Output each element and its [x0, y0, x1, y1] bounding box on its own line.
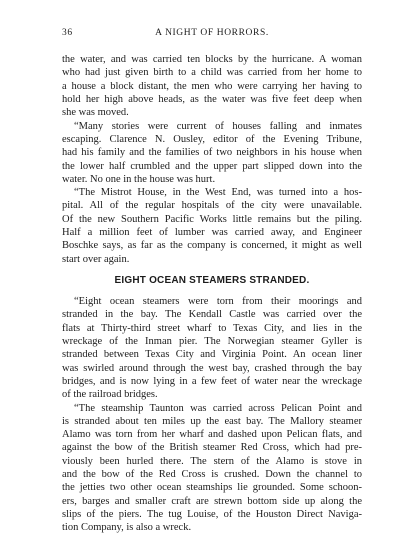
text-line: start over again.: [62, 253, 130, 265]
text-line: “Eight ocean steamers were torn from their moorings and: [74, 296, 362, 307]
paragraph: [62, 120, 362, 187]
text-line: Boschke says, as far as the company is concerned, it might as well: [62, 240, 362, 252]
text-line: tion Company, is also a wreck.: [62, 522, 192, 534]
paragraph: [62, 53, 362, 120]
text-line: of the railroad bridges.: [62, 389, 158, 401]
text-line: and the bow of the Red Cross is crushed. Down the channel to: [62, 469, 362, 481]
paragraph: [62, 402, 362, 535]
paragraph: [62, 186, 362, 266]
text-line: against the bow of the British steamer Red Cross, which had pre-: [62, 442, 362, 454]
text-line: water. No one in the house was hurt.: [62, 173, 216, 185]
body-text: [62, 53, 362, 535]
text-line: stranded between Texas City and Virginia Point. An ocean liner: [62, 349, 362, 361]
text-line: pital. All of the regular hospitals of the city were unavailable.: [62, 200, 362, 212]
text-line: had his family and the families of two neighbors in his house when: [62, 147, 362, 159]
text-line: “Many stories were current of houses falling and inmates: [74, 120, 362, 132]
text-line: bridges, and is now lying in a few feet of water near the wreckage: [62, 375, 362, 387]
text-line: who had just given birth to a child was carried from her home to: [62, 67, 362, 79]
page-number: 36: [62, 28, 73, 38]
text-line: the lower half crumbled and the upper part slipped down into the: [62, 160, 362, 172]
text-line: the jetties two other ocean steamships lie grounded. Some schoon-: [62, 482, 362, 494]
text-line: wreckage of the Inman pier. The Norwegian steamer Gyller is: [62, 335, 362, 347]
section-heading: EIGHT OCEAN STEAMERS STRANDED.: [114, 275, 310, 286]
text-line: hold her high above heads, as the water was five feet deep when: [62, 93, 362, 105]
text-line: viously been hurled there. The stern of the Alamo is stove in: [62, 455, 362, 467]
text-line: Of the new Southern Pacific Works little remains but the piling.: [62, 213, 362, 225]
text-line: she was moved.: [62, 107, 129, 119]
page-header: [62, 28, 362, 42]
text-line: the water, and was carried ten blocks by the hurricane. A woman: [62, 54, 362, 65]
text-line: stranded in the bay. The Kendall Castle was carried over the: [62, 309, 362, 321]
text-line: is stranded about ten miles up the east bay. The Mallory steamer: [62, 415, 362, 427]
paragraph: [62, 295, 362, 402]
text-line: slips of the piers. The tug Louise, of the Houston Direct Naviga-: [62, 509, 362, 520]
running-title: A NIGHT OF HORRORS.: [155, 28, 269, 38]
text-line: Alamo was torn from her wharf and dashed upon Pelican flats, and: [62, 429, 362, 441]
text-line: a house a block distant, the men who were carrying her having to: [62, 80, 362, 92]
text-line: “The steamship Taunton was carried across Pelican Point and: [74, 402, 362, 414]
text-line: Half a million feet of lumber was carried away, and Engineer: [62, 227, 362, 239]
text-line: flats at Thirty-third street wharf to Texas City, and lies in the: [62, 322, 362, 334]
text-line: “The Mistrot House, in the West End, was turned into a hos-: [74, 187, 362, 199]
text-line: was swirled around through the west bay, crashed through the bay: [62, 362, 362, 374]
text-line: ers, barges and smaller craft are strewn bottom side up along the: [62, 495, 362, 507]
text-line: escaping. Clarence N. Ousley, editor of the Evening Tribune,: [62, 133, 362, 145]
